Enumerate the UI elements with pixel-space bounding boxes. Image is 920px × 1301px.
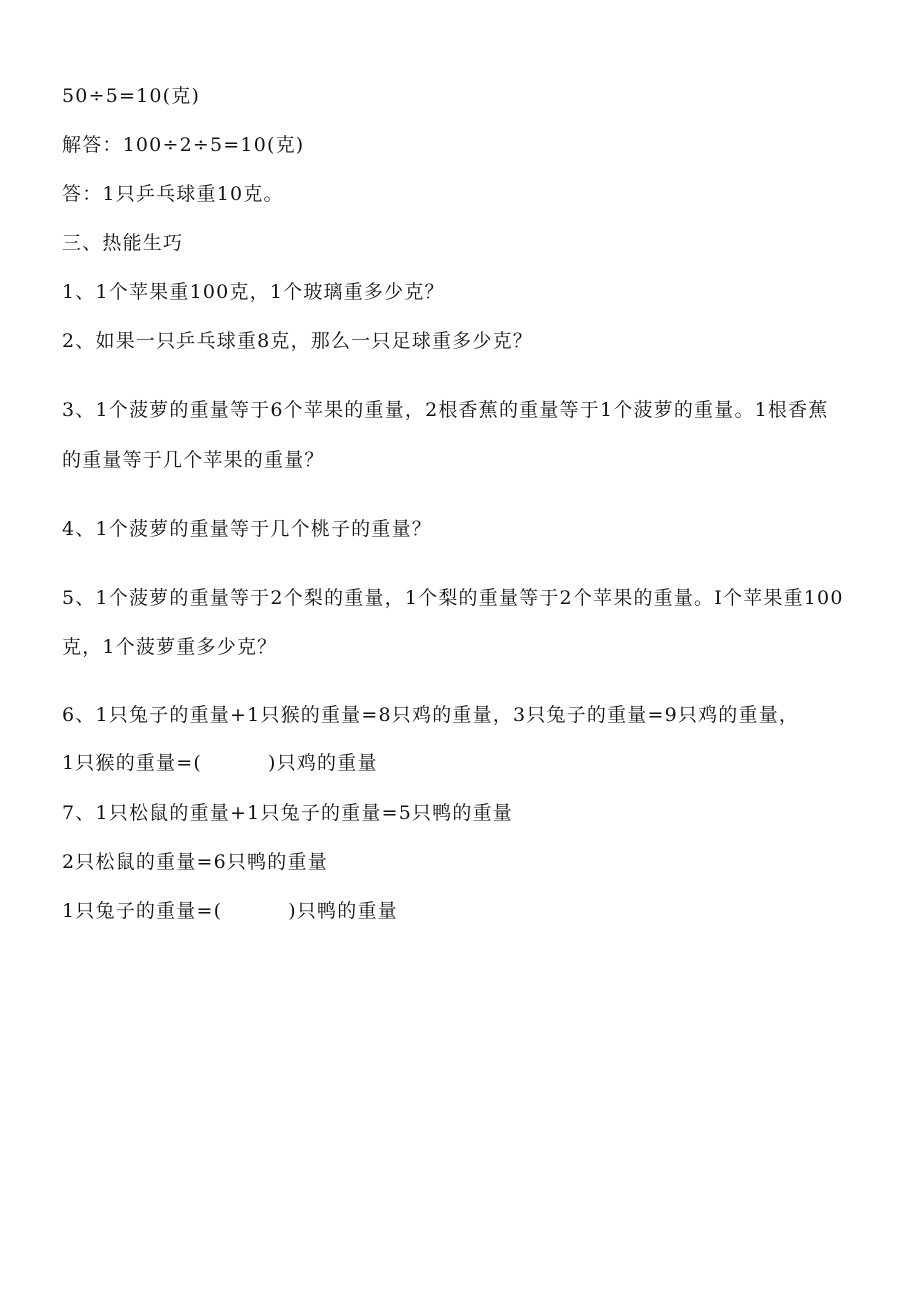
question-6-line-2 (62, 751, 378, 775)
question-7-line-1: 7、1只松鼠的重量+1只兔子的重量=5只鸭的重量 (62, 802, 513, 824)
question-3-line-2: 的重量等于几个苹果的重量？ (62, 449, 325, 471)
section-title: 三、热能生巧 (62, 232, 184, 254)
question-3-line-1: 3、1个菠萝的重量等于6个苹果的重量，2根香蕉的重量等于1个菠萝的重量。1根香蕉 (62, 399, 829, 421)
question-7-text-after-blank: )只鸭的重量 (288, 900, 398, 922)
question-5-line-2: 克，1个菠萝重多少克？ (62, 636, 278, 658)
question-6-line-1: 6、1只兔子的重量+1只猴的重量=8只鸡的重量，3只兔子的重量=9只鸡的重量， (62, 704, 800, 726)
question-7-line-3 (62, 899, 398, 923)
question-7-line-2: 2只松鼠的重量=6只鸭的重量 (62, 851, 328, 873)
question-5-line-1: 5、1个菠萝的重量等于2个梨的重量，1个梨的重量等于2个苹果的重量。I个苹果重100 (62, 587, 844, 609)
question-1: 1、1个苹果重100克，1个玻璃重多少克？ (62, 281, 445, 303)
solution-step: 50÷5=10(克) (62, 85, 201, 107)
question-6-text-after-blank: )只鸡的重量 (268, 752, 378, 774)
solution-calculation: 解答：100÷2÷5=10(克) (62, 134, 305, 156)
question-2: 2、如果一只乒乓球重8克，那么一只足球重多少克？ (62, 330, 533, 352)
question-4: 4、1个菠萝的重量等于几个桃子的重量？ (62, 518, 432, 540)
solution-answer: 答：1只乒乓球重10克。 (62, 183, 284, 205)
question-6-text-before-blank: 1只猴的重量=( (62, 752, 203, 774)
question-7-text-before-blank: 1只兔子的重量=( (62, 900, 223, 922)
